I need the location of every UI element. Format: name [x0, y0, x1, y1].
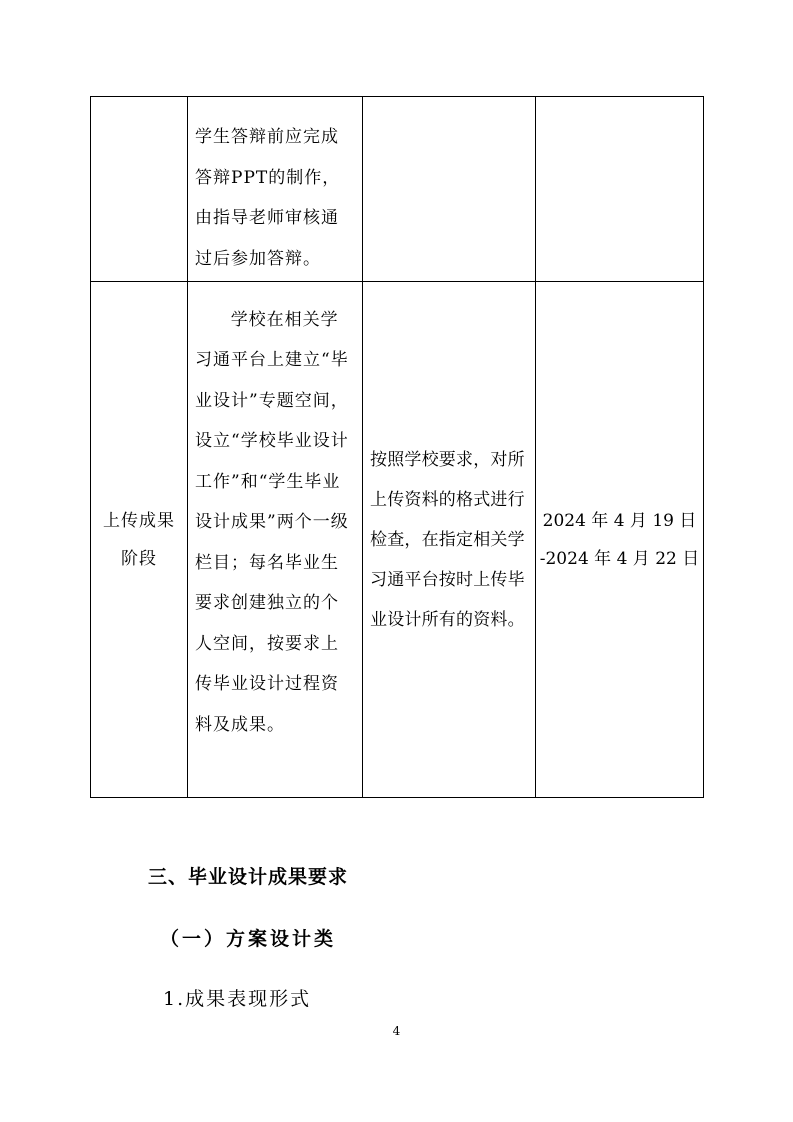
- content-text: 学生答辩前应完成答辩PPT的制作，由指导老师审核通过后参加答辩。: [195, 127, 341, 269]
- requirement-cell: [363, 282, 536, 798]
- stage-label-line2: 阶段: [121, 548, 157, 569]
- content-text: 学校在相关学习通平台上建立“毕业设计”专题空间，设立“学校毕业设计工作”和“学生毕业设计成果”两个一级栏目；每名毕业生要求创建独立的个人空间，按要求上传毕业设计过程资料及成果。: [195, 309, 349, 735]
- section-subheading: （一）方案设计类: [160, 928, 337, 950]
- stage-cell: [91, 282, 188, 798]
- date-end: -2024 年 4 月 22 日: [539, 548, 700, 569]
- table-row: [91, 97, 704, 282]
- section-heading: 三、毕业设计成果要求: [148, 866, 349, 888]
- date-start: 2024 年 4 月 19 日: [542, 510, 697, 531]
- requirement-text: 按照学校要求，对所上传资料的格式进行检查，在指定相关学习通平台按时上传毕业设计所有的资料。: [370, 449, 525, 630]
- item-heading: 1.成果表现形式: [163, 988, 312, 1010]
- stage-label-line1: 上传成果: [103, 510, 175, 531]
- content-cell: [188, 282, 363, 798]
- stage-cell: [91, 97, 188, 282]
- date-cell: [536, 282, 704, 798]
- table-row: [91, 282, 704, 798]
- page-number: 4: [392, 1024, 401, 1038]
- date-cell: [536, 97, 704, 282]
- requirement-cell: [363, 97, 536, 282]
- schedule-table: [90, 96, 704, 798]
- content-cell: [188, 97, 363, 282]
